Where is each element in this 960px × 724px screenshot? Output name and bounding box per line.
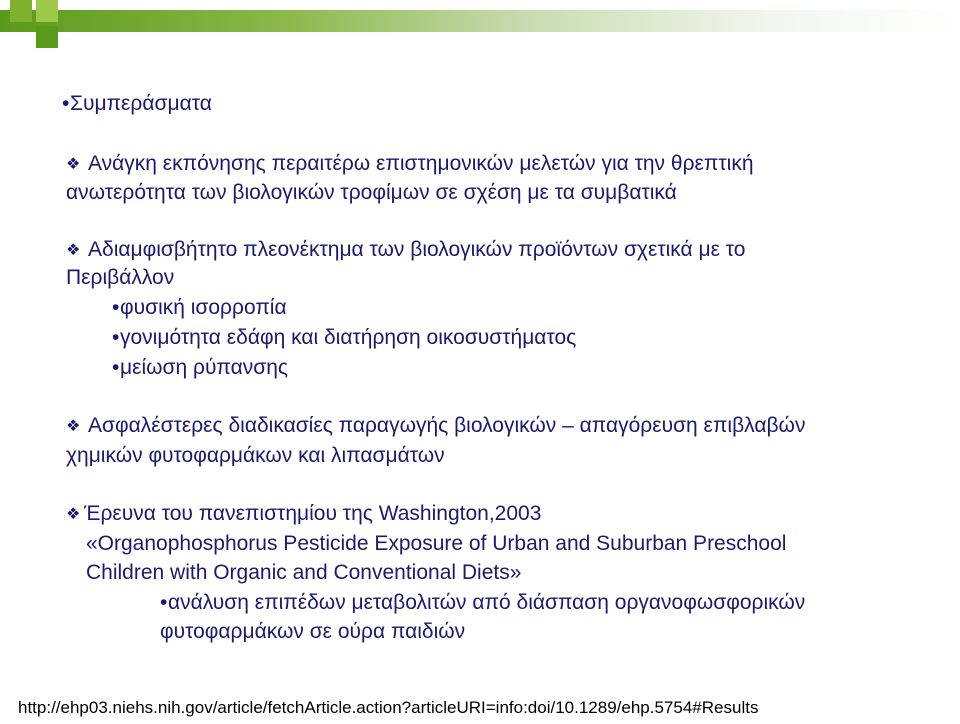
subpoint: •γονιμότητα εδάφη και διατήρηση οικοσυστήματος [112,326,577,349]
point-line: ❖ Ασφαλέστερες διαδικασίες παραγωγής βιολογικών – απαγόρευση επιβλαβών [66,414,806,437]
point-line: ανωτερότητα των βιολογικών τροφίμων σε σχέση με τα συμβατικά [66,181,677,204]
point-line: χημικών φυτοφαρμάκων και λιπασμάτων [66,444,445,467]
diamond-bullet-icon: ❖ [66,418,81,435]
point-line: Περιβάλλον [66,266,175,289]
point-line: ❖ Ανάγκη εκπόνησης περαιτέρω επιστημονικών μελετών για την θρεπτική [66,152,754,175]
diamond-bullet-icon: ❖ [66,156,81,173]
decor-square [36,26,58,48]
diamond-bullet-icon: ❖ [66,242,81,259]
source-url[interactable]: http://ehp03.niehs.nih.gov/article/fetchArticle.action?articleURI=info:doi/10.1289/ehp.5754#Results [18,698,759,717]
analysis-line: φυτοφαρμάκων σε ούρα παιδιών [160,620,466,643]
decor-square [36,0,58,22]
point-line: ❖ Έρευνα του πανεπιστημίου της Washington,2003 [66,502,542,525]
decor-square [10,0,32,22]
study-title-line: Children with Organic and Conventional Diets» [86,561,522,584]
subpoint: •μείωση ρύπανσης [112,356,289,379]
analysis-line: •ανάλυση επιπέδων μεταβολιτών από διάσπαση οργανοφωσφορικών [160,591,806,614]
subpoint: •φυσική ισορροπία [112,296,287,319]
slide-heading: •Συμπεράσματα [62,92,212,115]
point-line: ❖ Αδιαμφισβήτητο πλεονέκτημα των βιολογικών προϊόντων σχετικά με το [66,238,746,261]
study-title-line: «Organophosphorus Pesticide Exposure of Urban and Suburban Preschool [86,532,787,555]
diamond-bullet-icon: ❖ [66,506,81,523]
header-gradient-bar [0,10,960,32]
